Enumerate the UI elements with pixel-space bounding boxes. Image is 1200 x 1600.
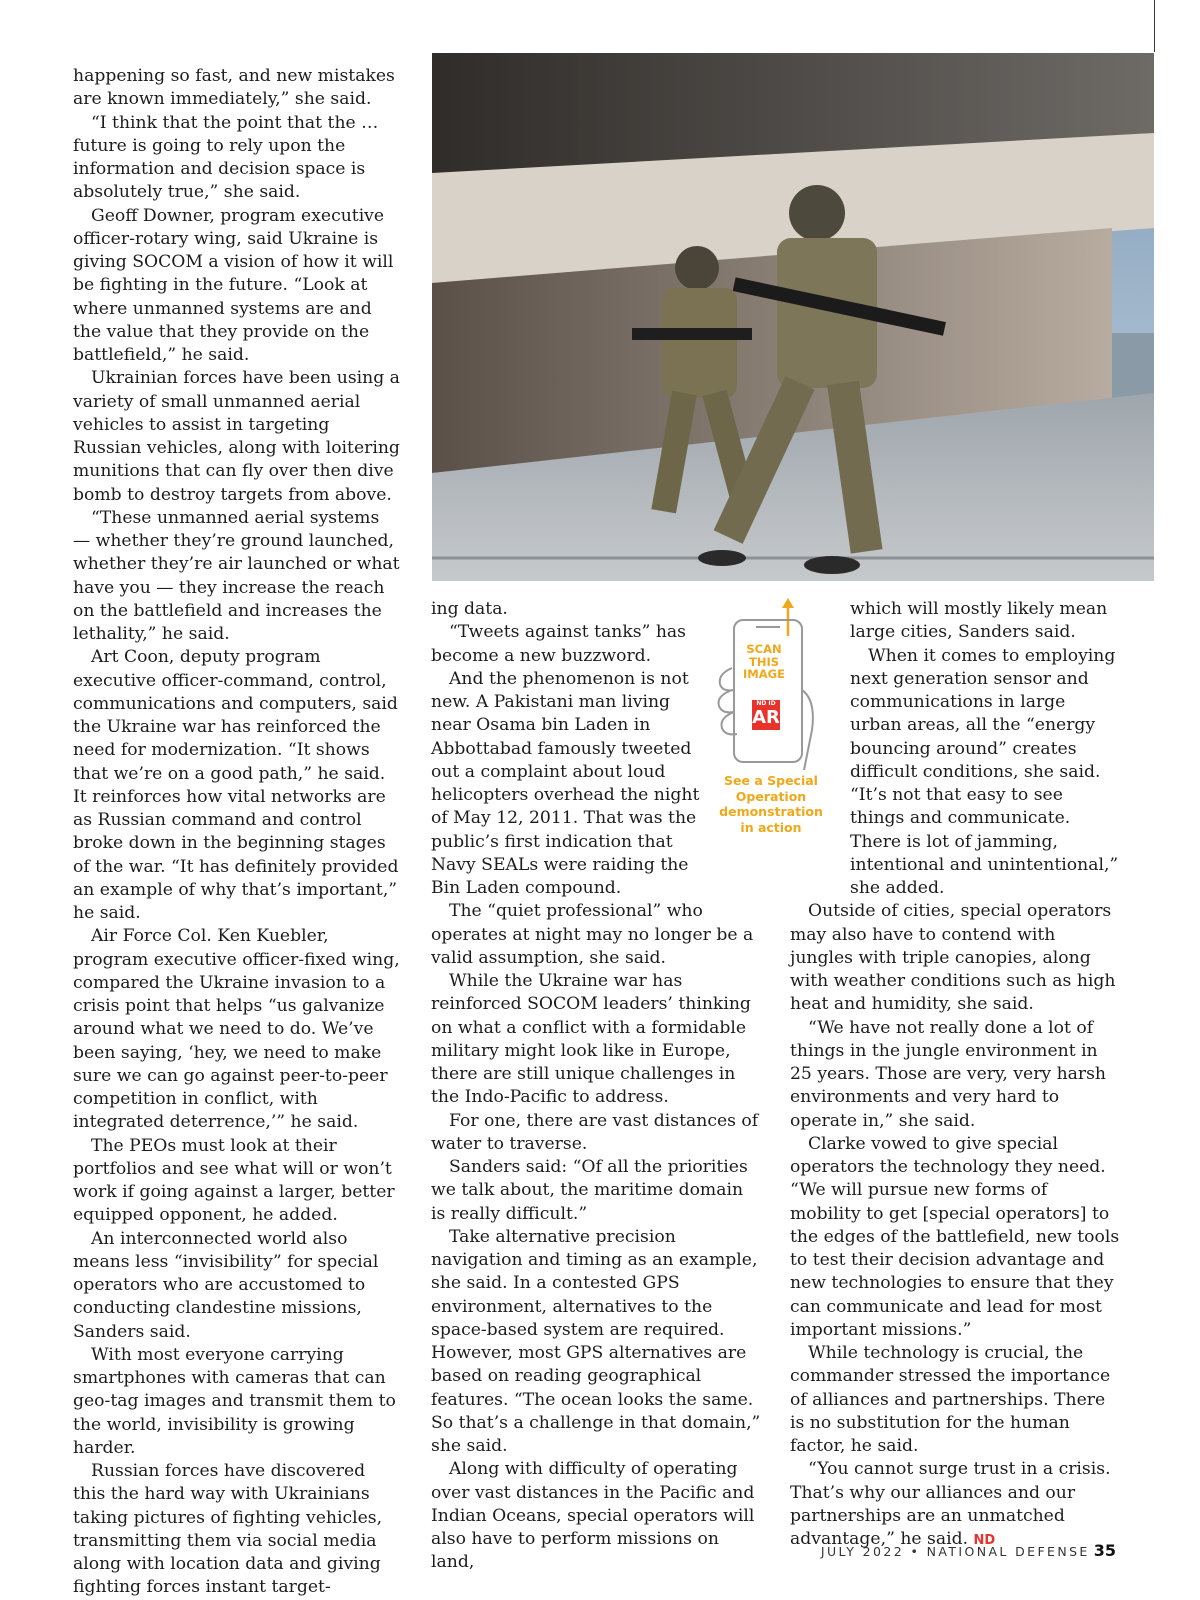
paragraph: “Tweets against tanks” has become a new buzzword. — [431, 622, 686, 666]
paragraph: ing data. — [431, 599, 508, 619]
paragraph: While technology is crucial, the commander stressed the importance of alliances and partnerships. There is no substitution for the human factor, he said. — [790, 1343, 1111, 1456]
page-footer — [821, 1541, 1116, 1560]
paragraph: For one, there are vast distances of water to traverse. — [431, 1110, 759, 1154]
paragraph: “We have not really done a lot of things in the jungle environment in 25 years. Those are very, very harsh environments and very hard to operate in,” she said. — [790, 1017, 1107, 1131]
article-column-1 — [73, 65, 401, 1600]
paragraph — [790, 1458, 1120, 1552]
scan-line: THIS — [748, 654, 780, 669]
paragraph: When it comes to employing next generation sensor and communications in large urban areas, all the “energy bouncing around” creates difficult conditions, she said. “It’s not that easy to see things and communicate. There is lot of jamming, intentional and unintentional,” she added. — [850, 645, 1119, 898]
footer-text: JULY 2022 • NATIONAL DEFENSE — [820, 1544, 1090, 1559]
paragraph: which will mostly likely mean large cities, Sanders said. — [850, 599, 1108, 643]
paragraph: An interconnected world also means less “invisibility” for special operators who are accustomed to conducting clandestine missions, Sanders said. — [73, 1228, 379, 1342]
page-number: 35 — [1093, 1541, 1116, 1560]
scan-line: IMAGE — [743, 667, 785, 681]
paragraph: “I think that the point that the … future is going to rely upon the information and decision space is absolutely true,” she said. — [73, 112, 379, 203]
caption-line: See a Special — [724, 773, 818, 788]
caption-line: in action — [740, 819, 802, 835]
badge-big-text: AR — [752, 707, 780, 728]
paragraph: Art Coon, deputy program executive officer-command, control, communications and computers, said the Ukraine war has reinforced the need for modernization. “It shows that we’re on a good path,” he said. It reinforces how vital networks are as Russian command and control broke down in the beginning stages of the war. “It has definitely provided an example of why that’s important,” he said. — [73, 647, 399, 923]
paragraph: Sanders said: “Of all the priorities we talk about, the maritime domain is really difficult.” — [431, 1157, 748, 1224]
paragraph: Outside of cities, special operators may also have to contend with jungles with triple canopies, along with weather conditions such as high heat and humidity, she said. — [790, 901, 1116, 1015]
paragraph: With most everyone carrying smartphones with cameras that can geo-tag images and transmit them to the world, invisibility is growing harder. — [73, 1344, 396, 1458]
paragraph: Clarke vowed to give special operators the technology they need. “We will pursue new forms of mobility to get [special operators] to the edges of the battlefield, new tools to test their decision advantage and new technologies to ensure that they can communicate and lead for most important missions.” — [790, 1133, 1120, 1340]
page-edge-rule — [1154, 0, 1155, 52]
paragraph: happening so fast, and new mistakes are known immediately,” she said. — [73, 66, 395, 110]
paragraph: Geoff Downer, program executive officer-rotary wing, said Ukraine is giving SOCOM a vision of how it will be fighting in the future. “Look at where unmanned systems are and the value that they provide on the battlefield,” he said. — [73, 205, 394, 365]
paragraph: Air Force Col. Ken Kuebler, program executive officer-fixed wing, compared the Ukraine invasion to a crisis point that helps “us galvanize around what we need to do. We’ve been saying, ‘hey, we need to make sure we can go against peer-to-peer competition in conflict, with integrated deterrence,’” he said. — [73, 926, 400, 1133]
paragraph: Ukrainian forces have been using a variety of small unmanned aerial vehicles to assist in targeting Russian vehicles, along with loitering munitions that can fly over then dive bomb to destroy targets from above. — [73, 368, 400, 505]
scan-line: SCAN — [746, 642, 782, 656]
paragraph: While the Ukraine war has reinforced SOCOM leaders’ thinking on what a conflict with a formidable military might look like in Europe, there are still unique challenges in the Indo-Pacific to address. — [431, 971, 751, 1108]
badge-small-text: ND ID — [756, 700, 776, 707]
nd-end-mark: ND — [973, 1533, 996, 1548]
paragraph: “These unmanned aerial systems — whether they’re ground launched, whether they’re air launched or what have you — they increase the reach on the battlefield and increases the lethality,” he said. — [73, 507, 400, 644]
closing-text: “You cannot surge trust in a crisis. That’s why our alliances and our partnerships are an unmatched advantage,” he said. — [790, 1459, 1111, 1549]
paragraph: And the phenomenon is not new. A Pakistani man living near Osama bin Laden in Abbottabad famously tweeted out a complaint about loud helicopters overhead the night of May 12, 2011. That was the public’s first indication that Navy SEALs were raiding the Bin Laden compound. — [431, 668, 700, 898]
paragraph: The PEOs must look at their portfolios and see what will or won’t work if going against a larger, better equipped opponent, he added. — [73, 1135, 395, 1226]
scan-this-image-label — [734, 643, 794, 681]
paragraph: Russian forces have discovered this the hard way with Ukrainians taking pictures of fighting vehicles, transmitting them via social media along with location data and giving fighting forces instant target- — [73, 1461, 383, 1598]
caption-line: demonstration — [719, 804, 823, 819]
soldiers-photo — [432, 53, 1154, 581]
article-column-3 — [790, 598, 1120, 1552]
nd-ar-badge — [752, 700, 780, 730]
paragraph: The “quiet professional” who operates at night may no longer be a valid assumption, she said. — [431, 901, 754, 968]
photo-illustration — [432, 53, 1154, 581]
paragraph: Take alternative precision navigation and timing as an example, she said. In a contested GPS environment, alternatives to the space-based system are required. However, most GPS alternatives are based on reading geographical features. “The ocean looks the same. So that’s a challenge in that domain,” she said. — [431, 1226, 761, 1456]
caption-line: Operation — [735, 788, 807, 804]
paragraph: Along with difficulty of operating over vast distances in the Pacific and Indian Oceans, special operators will also have to perform missions on land, — [431, 1459, 755, 1573]
